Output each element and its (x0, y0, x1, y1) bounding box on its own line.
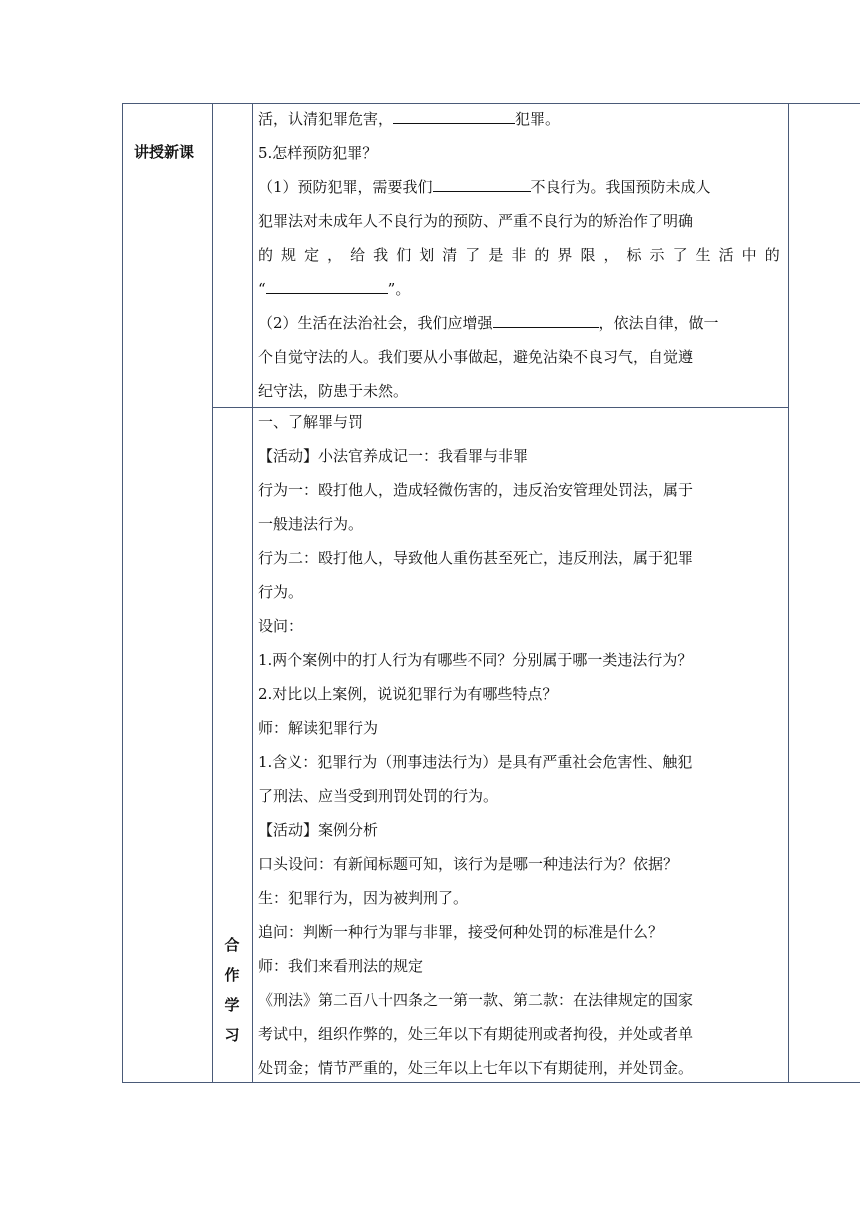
text-char: 的 (534, 246, 550, 264)
text-char: 是 (488, 246, 504, 264)
text-line: 行为。 (258, 583, 304, 601)
text-line: 纪守法，防患于未然。 (258, 382, 409, 400)
text-line: 【活动】小法官养成记一：我看罪与非罪 (258, 447, 529, 465)
fill-in-blank (266, 272, 388, 294)
text-char: 了 (672, 246, 688, 264)
text-char: 的 (258, 246, 274, 264)
text-char: 给 (350, 246, 366, 264)
row-label-char: 合 (224, 936, 240, 954)
text-line: 师：我们来看刑法的规定 (258, 957, 424, 975)
row-label-lecture: 讲授新课 (134, 143, 195, 161)
section2-content (258, 405, 780, 1085)
text-line: 2.对比以上案例，说说犯罪行为有哪些特点？ (258, 685, 558, 703)
text-line: 行为二：殴打他人，导致他人重伤甚至死亡，违反刑法，属于犯罪 (258, 549, 694, 567)
text-line: “ ”。 (258, 272, 780, 306)
text-char: 中 (741, 246, 757, 264)
column-divider-3 (788, 103, 789, 1083)
text-char: 的 (764, 246, 780, 264)
text-char: 了 (465, 246, 481, 264)
text-char: 们 (396, 246, 412, 264)
section1-content (258, 102, 780, 408)
text-char: 活 (718, 246, 734, 264)
text-line: 一般违法行为。 (258, 515, 364, 533)
text-line: 1.含义：犯罪行为（刑事违法行为）是具有严重社会危害性、触犯 (258, 753, 693, 771)
column-divider-1 (212, 103, 213, 1083)
text-char: 示 (649, 246, 665, 264)
text-line: 了刑法、应当受到刑罚处罚的行为。 (258, 787, 499, 805)
text-line: 犯罪法对未成年人不良行为的预防、严重不良行为的矫治作了明确 (258, 212, 694, 230)
text-char: ， (327, 246, 343, 264)
fill-in-blank (433, 170, 531, 192)
text-line: （1）预防犯罪，需要我们 不良行为。我国预防未成人 (258, 170, 780, 204)
text-line: 师：解读犯罪行为 (258, 719, 379, 737)
row-label-char: 学 (224, 996, 240, 1014)
text-line: 《刑法》第二百八十四条之一第一款、第二款：在法律规定的国家 (258, 991, 694, 1009)
column-divider-2 (252, 103, 253, 1083)
text-line: 【活动】案例分析 (258, 821, 379, 839)
text-line: 口头设问：有新闻标题可知，该行为是哪一种违法行为？依据？ (258, 855, 679, 873)
text-line: 一、了解罪与罚 (258, 413, 364, 431)
text-char: 划 (419, 246, 435, 264)
table-left-border (122, 103, 123, 1083)
text-line: 生：犯罪行为，因为被判刑了。 (258, 889, 469, 907)
text-char: ， (603, 246, 619, 264)
row-label-cooperative-learning (221, 930, 243, 1050)
text-line: 活，认清犯罪危害， 犯罪。 (258, 102, 780, 136)
text-char: 清 (442, 246, 458, 264)
text-char: 界 (557, 246, 573, 264)
text-line: 设问： (258, 617, 304, 635)
row-label-char: 习 (224, 1026, 240, 1044)
text-line: 个自觉守法的人。我们要从小事做起，避免沾染不良习气，自觉遵 (258, 348, 694, 366)
text-line: 追问：判断一种行为罪与非罪，接受何种处罚的标准是什么？ (258, 923, 664, 941)
text-line: 行为一：殴打他人，造成轻微伤害的，违反治安管理处罚法，属于 (258, 481, 694, 499)
text-line (258, 238, 780, 272)
text-char: 我 (373, 246, 389, 264)
text-line: 考试中，组织作弊的，处三年以下有期徒刑或者拘役，并处或者单 (258, 1025, 694, 1043)
fill-in-blank (393, 102, 515, 124)
text-char: 生 (695, 246, 711, 264)
text-char: 定 (304, 246, 320, 264)
text-char: 限 (580, 246, 596, 264)
text-line: 1.两个案例中的打人行为有哪些不同？分别属于哪一类违法行为？ (258, 651, 693, 669)
text-line: （2）生活在法治社会，我们应增强 ，依法自律，做一 (258, 306, 780, 340)
text-char: 标 (626, 246, 642, 264)
text-line: 处罚金；情节严重的，处三年以上七年以下有期徒刑，并处罚金。 (258, 1059, 694, 1077)
row-label-char: 作 (224, 966, 240, 984)
fill-in-blank (493, 306, 599, 328)
text-char: 非 (511, 246, 527, 264)
text-char: 规 (281, 246, 297, 264)
text-line: 5.怎样预防犯罪？ (258, 144, 378, 162)
